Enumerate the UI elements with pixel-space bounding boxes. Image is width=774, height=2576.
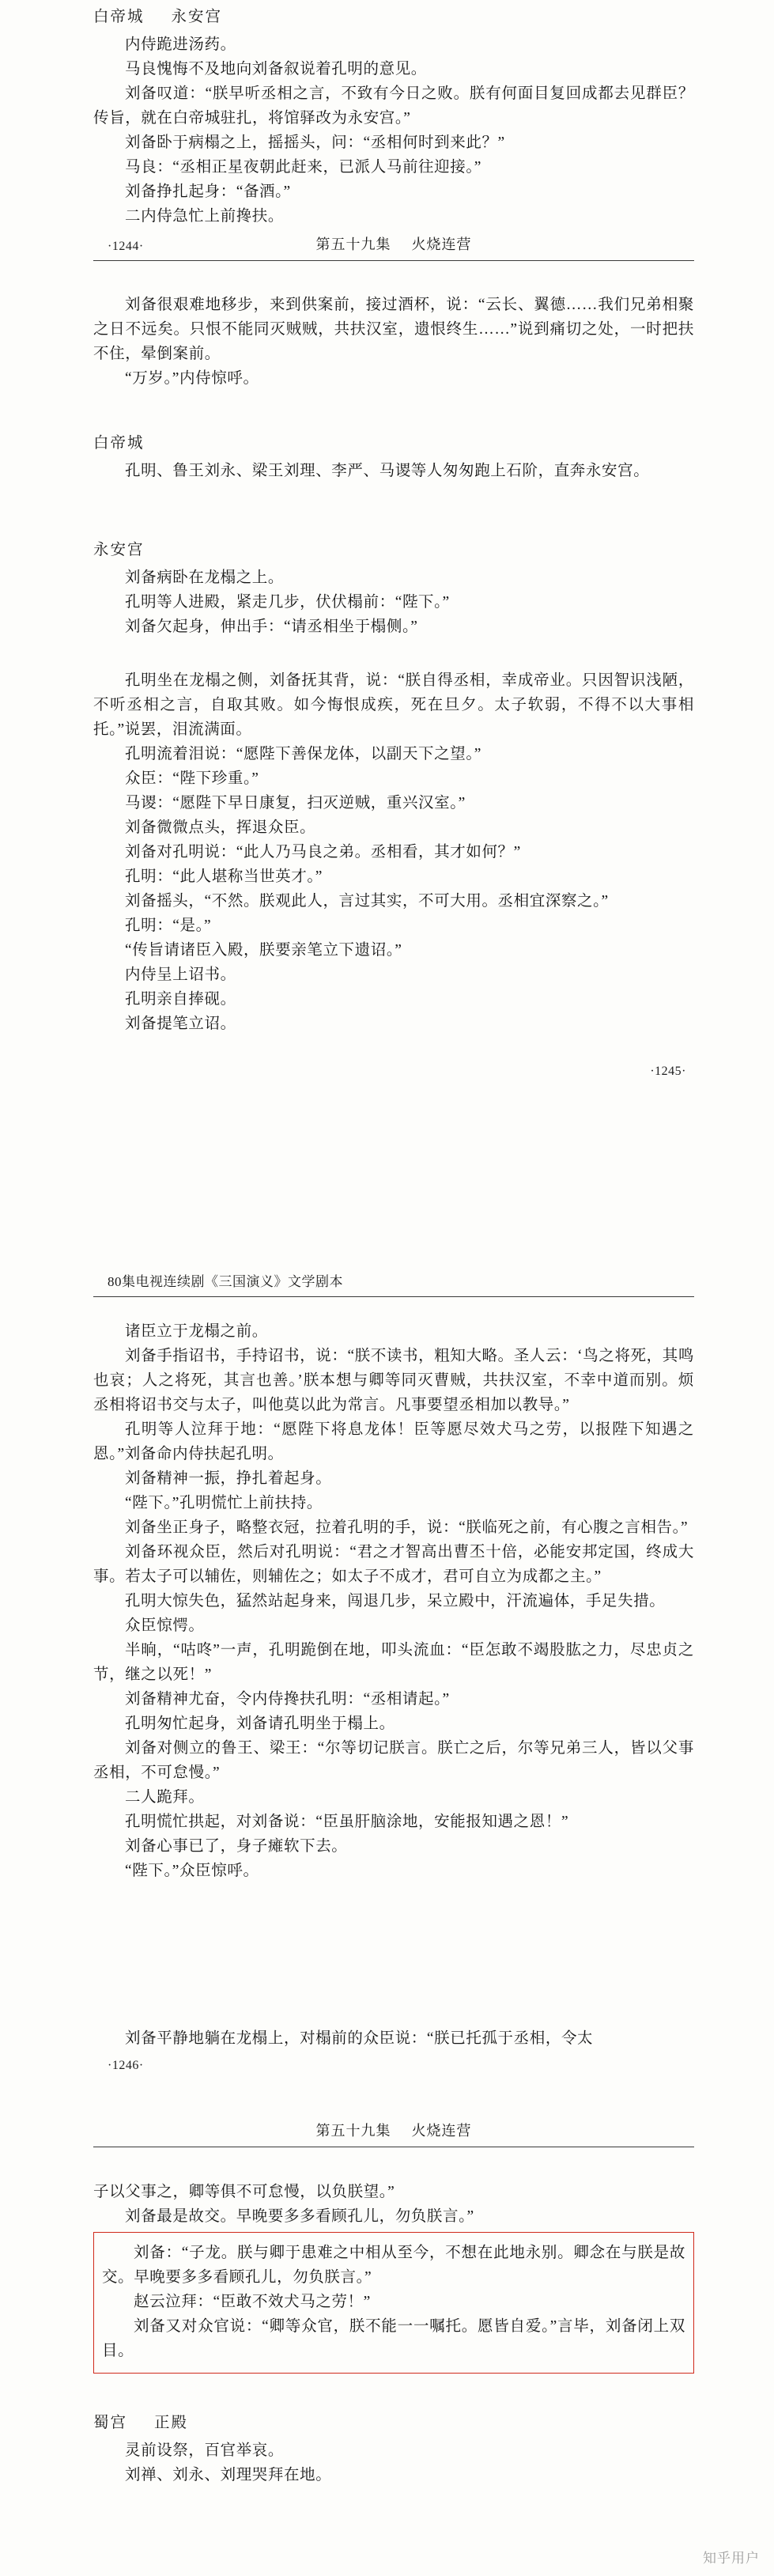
scene-body	[93, 1319, 694, 1883]
script-line: 马良愧悔不及地向刘备叙说着孔明的意见。	[125, 61, 427, 78]
header-rule	[93, 260, 694, 261]
script-line: 刘备：“子龙。朕与卿于患难之中相从至今，不想在此地永别。卿念在与朕是故交。早晚要多多看顾孔儿，勿负朕言。”	[102, 2245, 685, 2286]
script-line: “陛下。”众臣惊呼。	[125, 1863, 259, 1879]
script-line: 刘备卧于病榻之上，摇摇头，问：“丞相何时到来此？”	[125, 134, 505, 151]
script-line: 孔明、鲁王刘永、梁王刘理、李严、马谡等人匆匆跑上石阶，直奔永安宫。	[125, 463, 650, 479]
scene-place: 蜀宫	[93, 2415, 128, 2431]
script-line: 孔明亲自捧砚。	[125, 991, 236, 1008]
script-line: 刘备叹道：“朕早听丞相之言，不致有今日之败。朕有何面目复回成都去见群臣？传旨，就在白帝城驻扎，将馆驿改为永安宫。”	[93, 85, 694, 127]
running-head-3	[93, 2120, 694, 2147]
scene-body	[93, 668, 694, 1036]
scene-heading	[93, 431, 694, 456]
scene-place: 白帝城	[93, 9, 145, 25]
script-line: 灵前设祭，百官举哀。	[125, 2442, 285, 2459]
episode-number: 第五十九集	[315, 2123, 391, 2139]
scene-place: 永安宫	[93, 542, 145, 558]
scene-block-yonganggong	[93, 538, 694, 639]
episode-title: 火烧连营	[411, 2123, 472, 2139]
script-line: “传旨请诸臣入殿，朕要亲笔立下遗诏。”	[125, 942, 402, 959]
script-line: 孔明匆忙起身，刘备请孔明坐于榻上。	[125, 1715, 395, 1732]
scene-body	[93, 2026, 694, 2051]
scene-block-tuogu	[93, 668, 694, 1079]
script-line: 孔明大惊失色，猛然站起身来，闯退几步，呆立殿中，汗流遍体，手足失措。	[125, 1593, 666, 1610]
script-line: 刘备摇头，“不然。朕观此人，言过其实，不可大用。丞相宜深察之。”	[125, 893, 609, 910]
scene-body	[93, 459, 694, 483]
episode-number: 第五十九集	[315, 236, 391, 252]
script-line: 马良：“丞相正星夜朝此赶来，已派人马前往迎接。”	[125, 159, 481, 176]
scene-body	[93, 293, 694, 391]
script-line: 孔明流着泪说：“愿陛下善保龙体，以副天下之望。”	[125, 746, 481, 762]
script-line: 众臣：“陛下珍重。”	[125, 770, 259, 787]
highlighted-passage	[93, 2232, 694, 2374]
script-line: 刘备精神尤奋，令内侍搀扶孔明：“丞相请起。”	[125, 1691, 450, 1708]
script-line: 刘备坐正身子，略整衣冠，拉着孔明的手，说：“朕临死之前，有心腹之言相告。”	[125, 1519, 689, 1536]
script-line: 刘备心事已了，身子瘫软下去。	[125, 1838, 348, 1855]
script-line: 刘备很艰难地移步，来到供案前，接过酒杯，说：“云长、翼德……我们兄弟相聚之日不远矣。只恨不能同灭贼贼，共扶汉室，遗恨终生……”说到痛切之处，一时把扶不住，晕倒案前。	[93, 297, 694, 362]
scene-block-liubei-toast	[93, 293, 694, 391]
script-line: 刘备微微点头，挥退众臣。	[125, 819, 316, 836]
script-line: 内侍跪进汤药。	[125, 36, 236, 53]
script-line: “陛下。”孔明慌忙上前扶持。	[125, 1495, 323, 1511]
script-line: 孔明：“此人堪称当世英才。”	[125, 868, 323, 885]
script-line: 刘备对侧立的鲁王、梁王：“尔等切记朕言。朕亡之后，尔等兄弟三人，皆以父事丞相，不可怠慢。”	[93, 1740, 694, 1781]
running-head-content	[93, 2120, 694, 2140]
script-line: 刘备欠起身，伸出手：“请丞相坐于榻侧。”	[125, 618, 418, 635]
scene-body	[93, 2438, 694, 2487]
scene-block-zilong-farewell	[93, 2180, 694, 2229]
script-line: 刘备对孔明说：“此人乃马良之弟。丞相看，其才如何？”	[125, 844, 521, 861]
script-line: 内侍呈上诏书。	[125, 966, 236, 983]
script-line: 孔明等人进殿，紧走几步，伏伏榻前：“陛下。”	[125, 594, 450, 611]
script-line: 刘备手指诏书，手持诏书，说：“朕不读书，粗知大略。圣人云：‘鸟之将死，其鸣也哀；人之将死，其言也善。’朕本想与卿等同灭曹贼，共扶汉室，不幸中道而别。烦丞相将诏书交与太子，叫他莫以此为常言。凡事要望丞相加以教导。”	[93, 1348, 694, 1413]
scene-block-shugong	[93, 2411, 694, 2487]
script-line: 刘备平静地躺在龙榻上，对榻前的众臣说：“朕已托孤于丞相，令太	[125, 2030, 594, 2047]
scene-heading	[93, 2411, 694, 2435]
script-line: 刘备又对众官说：“卿等众官，朕不能一一嘱托。愿皆自爱。”言毕，刘备闭上双目。	[102, 2318, 685, 2359]
page-number-1246: ·1246·	[108, 2059, 144, 2072]
scene-room: 正殿	[154, 2415, 189, 2431]
red-box	[93, 2232, 694, 2374]
script-line: 半晌，“咕咚”一声，孔明跪倒在地，叩头流血：“臣怎敢不竭股肱之力，尽忠贞之节，继之以死！”	[93, 1642, 694, 1683]
script-line: 孔明慌忙拱起，对刘备说：“臣虽肝脑涂地，安能报知遇之恩！”	[125, 1814, 569, 1830]
page-number-1244: ·1244·	[108, 240, 144, 253]
script-line: 刘备最是故交。早晚要多多看顾孔儿，勿负朕言。”	[125, 2208, 474, 2225]
scene-block-baidicheng	[93, 431, 694, 483]
script-line: 子以父事之，卿等俱不可怠慢，以负朕望。”	[93, 2184, 395, 2200]
script-line: 刘备精神一振，挣扎着起身。	[125, 1470, 332, 1487]
running-head-2	[93, 1270, 694, 1297]
script-line: 孔明坐在龙榻之侧，刘备抚其背，说：“朕自得丞相，幸成帝业。只因智识浅陋，不听丞相之言，自取其败。如今悔恨成疾，死在旦夕。太子软弱，不得不以大事相托。”说罢，泪流满面。	[93, 672, 694, 738]
scene-heading	[93, 5, 694, 29]
script-line: 马谡：“愿陛下早日康复，扫灭逆贼，重兴汉室。”	[125, 795, 466, 811]
scene-body	[93, 32, 694, 229]
script-line: 二人跪拜。	[125, 1789, 205, 1806]
script-line: “万岁。”内侍惊呼。	[125, 370, 259, 387]
scene-place: 白帝城	[93, 435, 145, 452]
scene-room: 永安宫	[171, 9, 223, 25]
watermark-label: 知乎用户	[703, 2551, 760, 2566]
running-head-content	[93, 233, 694, 254]
script-line: 众臣惊愕。	[125, 1617, 205, 1634]
script-line: 孔明：“是。”	[125, 917, 212, 934]
script-line: 孔明等人泣拜于地：“愿陛下将息龙体！臣等愿尽效犬马之劳，以报陛下知遇之恩。”刘备命内侍扶起孔明。	[93, 1421, 694, 1462]
running-head-1	[93, 233, 694, 261]
script-line: 赵云泣拜：“臣敢不效犬马之劳！”	[134, 2294, 371, 2310]
script-line: 诸臣立于龙榻之前。	[125, 1323, 268, 1340]
header-rule	[93, 1296, 694, 1297]
book-title: 80集电视连续剧《三国演义》文学剧本	[108, 1274, 343, 1289]
scene-body	[102, 2241, 685, 2363]
scene-body	[93, 566, 694, 639]
episode-title: 火烧连营	[411, 236, 472, 252]
scene-block-dying-decree	[93, 1319, 694, 1883]
script-line: 刘备环视众臣，然后对孔明说：“君之才智高出曹丕十倍，必能安邦定国，终成大事。若太子可以辅佐，则辅佐之；如太子不成才，君可自立为成都之主。”	[93, 1544, 694, 1585]
script-line: 刘备挣扎起身：“备酒。”	[125, 183, 291, 200]
scene-block-baidicheng-yonganggong	[93, 5, 694, 254]
scene-heading	[93, 538, 694, 562]
script-line: 刘备提笔立诏。	[125, 1016, 236, 1032]
script-line: 刘禅、刘永、刘理哭拜在地。	[125, 2467, 332, 2483]
script-line: 刘备病卧在龙榻之上。	[125, 569, 285, 586]
scene-body	[93, 2180, 694, 2229]
scene-block-tail-1246	[93, 2026, 694, 2073]
page-number-1245: ·1245·	[650, 1065, 686, 1078]
script-line: 二内侍急忙上前搀扶。	[125, 208, 285, 225]
